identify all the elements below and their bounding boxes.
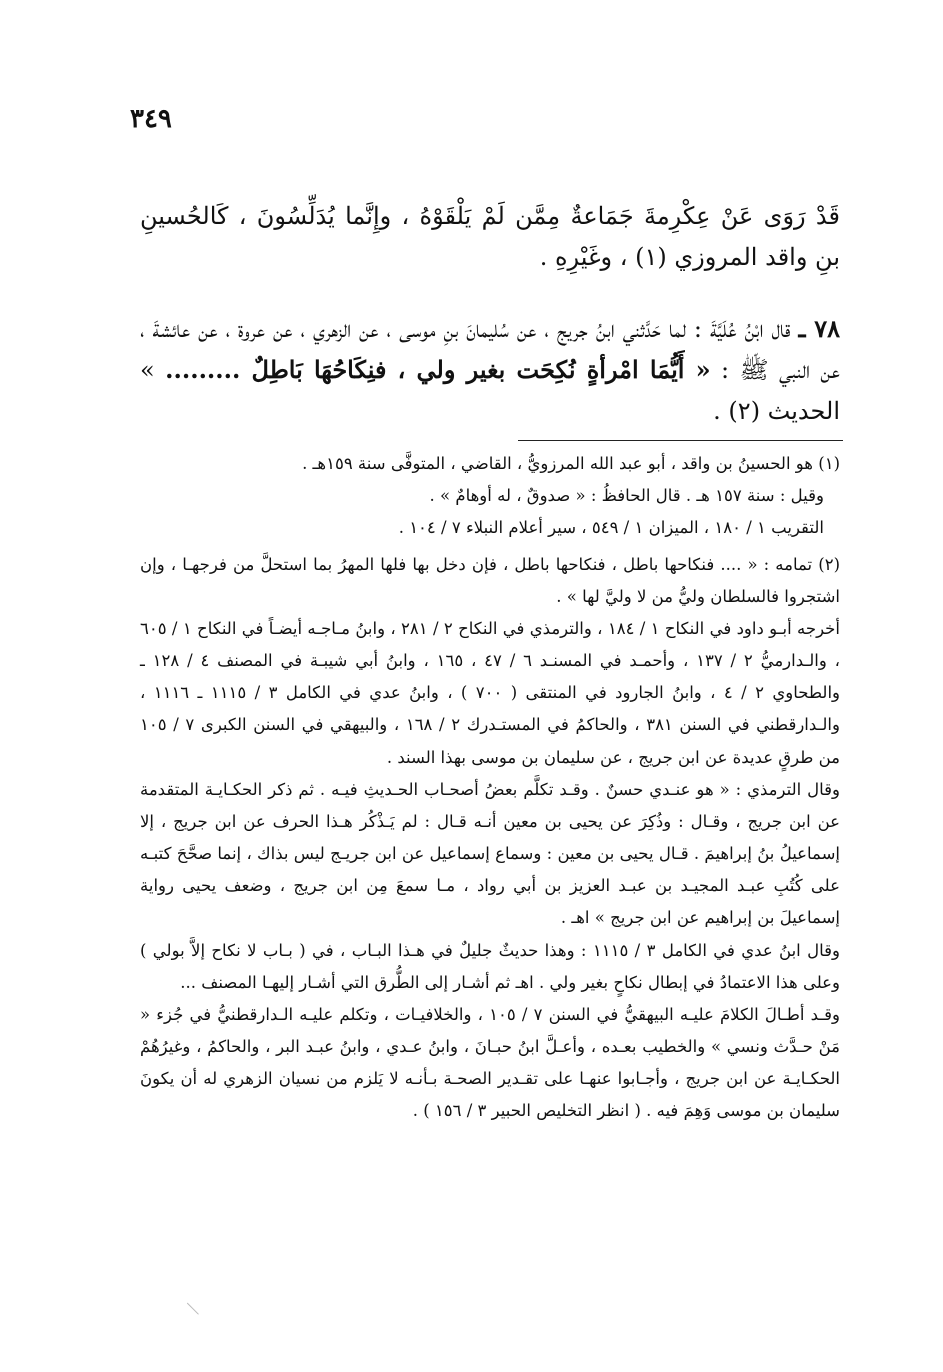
hadith-ending: » الحديث (٢) . xyxy=(140,355,840,425)
page-number: ٣٤٩ xyxy=(130,104,172,134)
main-paragraph-2 xyxy=(140,309,840,431)
footnotes xyxy=(140,448,840,1128)
footnote-2-bayhaqi: وقـد أطـالَ الكلامَ عليـه البيهقيُّ في السنن ٧ / ١٠٥ ، والخلافيـات ، وتكلم عليـه الـدارقطنيُّ في جُزء « مَنْ حـدَّث ونسي » والخطيب بعـده ، وأعـلَّ ابنُ حبـانَ ، وابنُ عـدي ، وابنُ عبـد البر ، والحاكمُ ، وغيرُهُمْ الحكـايـة عن ابن جريج ، وأجـابوا عنهـا على تقـدير الصحـة بـأنـه لا يَلزم من نسيان الزهري له أن يكونَ سليمان بن موسى وَهِمَ فيه . ( انظر التخليص الحبير ٣ / ١٥٦ ) . xyxy=(140,1004,840,1121)
footnote-2-sources: أخرجه أبـو داود في النكاح ١ / ١٨٤ ، والترمذي في النكاح ٢ / ٢٨١ ، وابنُ مـاجـه أيضـاً في النكاح ١ / ٦٠٥ ، والـدارميُّ ٢ / ١٣٧ ، وأحمـد في المسنـد ٦ / ٤٧ ، ١٦٥ ، وابنُ أبي شيبـة في المصنف ٤ / ١٢٨ ـ والطحاوي ٢ / ٤ ، وابنُ الجارود في المنتقى ( ٧٠٠ ) ، وابنُ عدي في الكامل ٣ / ١١١٥ ـ ١١١٦ ، والـدارقطني في السنن ٣٨١ ، والحاكمُ في المستـدرك ٢ / ١٦٨ ، والبيهقي في السنن الكبرى ٧ / ١٠٥ من طرقٍ عديدة عن ابن جريج ، عن سليمان بن موسى بهذا السند . xyxy=(140,618,841,767)
footnote-2-tirmidhi: وقال الترمذي : « هو عنـدي حسنٌ . وقـد تكلَّم بعضُ أصحـاب الحـديثِ فيـه . ثم ذكر الحكـايـة المتقدمة عن ابن جريج ، وقـال : وذُكِرَ عن يحيى بن معين أنـه قـال : لم يَـذْكُر هـذا الحرف عن ابن جريج ، إلا إسماعيلُ بنُ إبراهيمَ . قـال يحيى بن معين : وسماع إسماعيل عن ابن جريـج ليس بذاك ، إنما صحَّحَ كتبـه على كُتُبِ عبـد المجيـد بن عبـد العزيز بن أبي رواد ، مـا سمعَ مِن ابن جريج ، وضعف يحيى رواية إسماعيلَ بن إبراهيم عن ابن جريج » اهـ . xyxy=(140,779,840,928)
main-paragraph-1: قَدْ رَوَى عَنْ عِكْرِمةَ جَمَاعةٌ مِمَّن لَمْ يَلْقَوْهُ ، وإِنَّما يُدَلِّسُونَ ، كَالحُسينِ بنِ واقد المروزي (١) ، وغَيْرِهِ . xyxy=(140,202,840,271)
footnote-1-line-2: وقيل : سنة ١٥٧ هـ . قال الحافظُ : « صدوقٌ ، له أوهامٌ » . xyxy=(429,486,824,506)
footnote-1-line-1: (١) هو الحسينُ بن واقد ، أبو عبد الله المرزويُّ ، القاضي ، المتوفَّى سنة ١٥٩هـ . xyxy=(302,454,840,473)
hadith-number: ٧٨ ـ xyxy=(798,314,841,343)
footnote-2-line-1: (٢) تمامه : « .... فنكاحها باطل ، فنكاحها باطل ، فإن دخل بها فلها المهرُ بما استحلَّ من فرجهـا ، وإن اشتجروا فالسلطان وليُّ من لا وليَّ لها » . xyxy=(140,554,840,606)
hadith-text: « أَيُّمَا امْرأةٍ نُكِحَت بغير ولي ، فنِكَاحُهَا بَاطِلٌ ......... xyxy=(165,354,711,384)
isnad-text: قال ابْنُ عُلَيَّةَ : لما حَدَّثني ابنُ جريج ، عن سُليمانَ بنِ موسى ، عن الزهري ، عن عروة ، عن عائشةَ ، عن النبي ﷺ : xyxy=(140,315,840,384)
scan-mark xyxy=(187,1291,210,1314)
footnote-separator xyxy=(518,440,843,441)
footnote-1-line-3: التقريب ١ / ١٨٠ ، الميزان ١ / ٥٤٩ ، سير أعلام النبلاء ٧ / ١٠٤ . xyxy=(398,518,824,538)
footnote-2-ibn-adi: وقال ابنُ عدي في الكامل ٣ / ١١١٥ : وهذا حديثٌ جليلٌ في هـذا البـاب ، في ( بـاب لا نكاح إلاَّ بولي ) وعلى هذا الاعتمادُ في إبطال نكاحٍ بغير ولي . اهـ ثم أشـار إلى الطُّرق التي أشـار إليهـا المصنف ... xyxy=(140,940,840,992)
